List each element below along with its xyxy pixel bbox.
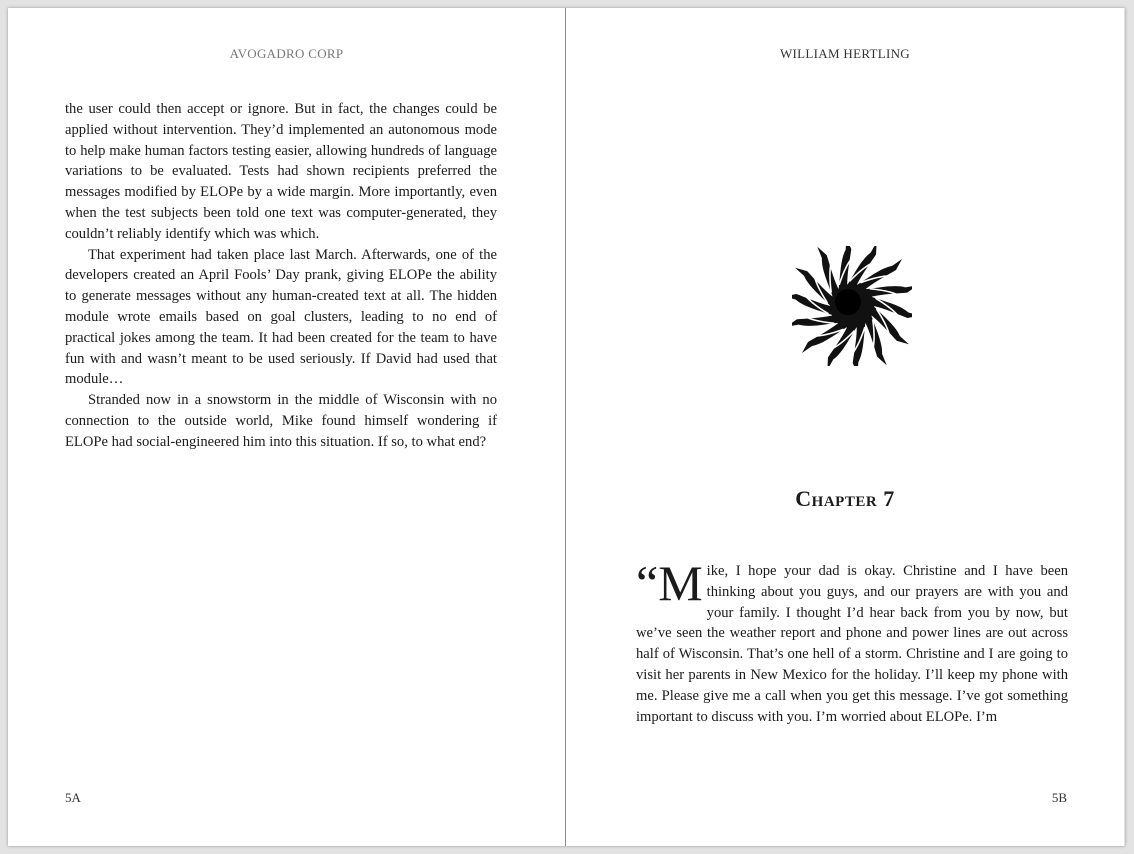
running-head-left: AVOGADRO CORP (229, 46, 344, 61)
paragraph (636, 555, 1068, 727)
page-number-right: 5B (1051, 790, 1067, 805)
book-spread (8, 8, 1125, 846)
page-number-left: 5A (65, 790, 81, 805)
paragraph: Stranded now in a snowstorm in the middle of Wisconsin with no connection to the outside world, Mike found himself wondering if ELOPe had social-engineered him into this situation. If so, to what end? (65, 392, 497, 450)
paragraph: the user could then accept or ignore. But in fact, the changes could be applied without intervention. They’d implemented an autonomous mode to help make human factors testing easier, allowing hundreds of language variations to be evaluated. Tests had shown recipients preferred the messages modified by ELOPe by a wide margin. More importantly, even when the test subjects been told one text was computer-generated, they couldn’t reliably identify which was which. (65, 101, 497, 242)
chapter-opening-text: ike, I hope your dad is okay. Christine and I have been thinking about you guys, and our prayers are with you and your family. I thought I’d hear back from you by now, but we’ve seen the weather report and phone and power lines are out across half of Wisconsin. That’s one hell of a storm. Christine and I are going to visit her parents in New Mexico for the holiday. I’ll keep my phone with me. Please give me a call when you get this message. I’ve got something important to discuss with you. I’m worried about ELOPe. I’m (636, 563, 1068, 725)
swirl-ornament-icon (792, 246, 912, 366)
paragraph: That experiment had taken place last March. Afterwards, one of the developers created an April Fools’ Day prank, giving ELOPe the ability to generate messages without any human-created text at all. The hidden module wrote emails based on goal clusters, leading to no end of practical jokes among the team. It had been created for the team to have fun with and wasn’t meant to be used seriously. If David had used that module… (65, 246, 497, 388)
chapter-title: Chapter 7 (795, 486, 895, 511)
drop-cap: “M (636, 555, 703, 611)
right-page (566, 8, 1124, 846)
left-page-body (65, 99, 497, 453)
left-page (8, 8, 566, 846)
right-page-body (636, 555, 1068, 727)
running-head-right: WILLIAM HERTLING (779, 46, 910, 61)
